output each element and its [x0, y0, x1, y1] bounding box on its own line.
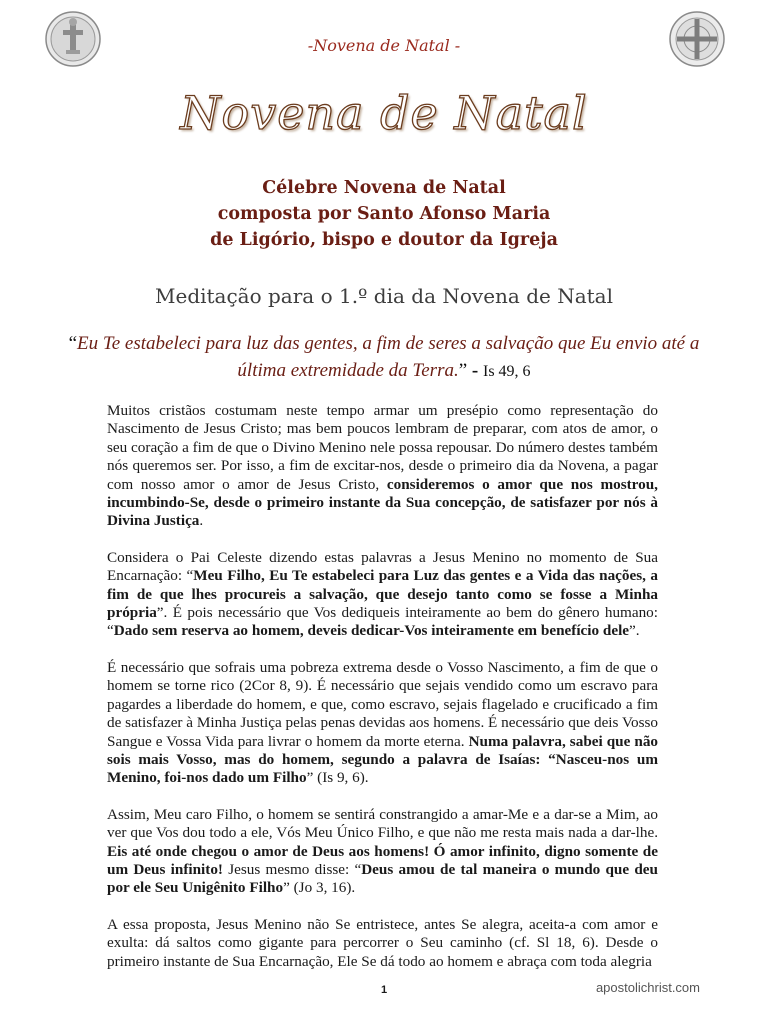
quote-open-mark: “	[68, 333, 78, 354]
quote-reference: Is 49, 6	[483, 363, 531, 380]
body-paragraph	[107, 659, 658, 788]
subtitle-line: de Ligório, bispo e doutor da Igreja	[210, 230, 558, 250]
emphasized-text: Meu Filho, Eu Te estabeleci para Luz das gentes e a Vida das nações, a fim de que lhes procureis a salvação, que desejo tanto como se fosse a Minha própria	[107, 567, 658, 622]
emphasized-text: Dado sem reserva ao homem, deveis dedicar-Vos inteiramente em benefício dele	[113, 622, 630, 640]
emphasized-text: Eis até onde chegou o amor de Deus aos homens! Ó amor infinito, digno somente de um Deus infinito!	[107, 842, 658, 878]
document-title: Novena de Natal	[180, 86, 588, 140]
body-paragraph	[107, 402, 658, 531]
emphasized-text: Numa palavra, sabei que não sois mais Vosso, mas do homem, segundo a palavra de Isaías: “Nasceu-nos um Menino, foi-nos dado um Filho	[107, 732, 659, 787]
section-heading: Meditação para o 1.º dia da Novena de Natal	[155, 284, 613, 308]
paragraph-text: Jesus mesmo disse: “	[222, 860, 362, 878]
paragraph-text: ”.	[629, 622, 640, 640]
emphasized-text: Deus amou de tal maneira o mundo que deu por ele Seu Unigênito Filho	[107, 860, 658, 897]
paragraph-text: ” (Jo 3, 16).	[283, 879, 356, 897]
quote-close-mark: ”	[458, 360, 468, 381]
epigraph-quote	[60, 330, 708, 385]
paragraph-text: ” (Is 9, 6).	[306, 769, 369, 787]
paragraph-text: Muitos cristãos costumam neste tempo armar um presépio como representação do Nascimento de Jesus Cristo; mas bem poucos lembram de preparar, com atos de amor, o seu coração a fim de que o Divino Menino nele possa repousar. Do número destes também nós queremos ser. Por isso, a fim de excitar-nos, desde o primeiro dia da Novena, a pagar com nosso amor o amor de Jesus Cristo,	[107, 402, 658, 493]
body-paragraph	[107, 549, 658, 641]
paragraph-text: É necessário que sofrais uma pobreza extrema desde o Vosso Nascimento, a fim de que o homem se torne rico (2Cor 8, 9). É necessário que sejais vendido como um escravo para pagardes a liberdade do homem, e que, como escravo, sejais flagelado e crucificado a fim de satisfazer à Minha Justiça pelas penas devidas aos homens. É necessário que deis Vosso Sangue e Vossa Vida para livrar o homem da morte eterna.	[107, 658, 658, 750]
paragraph-text: Considera o Pai Celeste dizendo estas palavras a Jesus Menino no momento de Sua Encarnação: “	[107, 548, 658, 585]
body-paragraph	[107, 806, 658, 898]
subtitle-line: composta por Santo Afonso Maria	[217, 204, 551, 224]
running-head: -Novena de Natal -	[307, 36, 461, 55]
subtitle-line: Célebre Novena de Natal	[262, 178, 506, 198]
quote-text: Eu Te estabeleci para luz das gentes, a fim de seres a salvação que Eu envio até a última extremidade da Terra.	[77, 333, 700, 381]
paragraph-text: A essa proposta, Jesus Menino não Se entristece, antes Se alegra, aceita-a com amor e exulta: dá saltos como gigante para percorrer o Seu caminho (cf. Sl 18, 6). Desde o primeiro instante de Sua Encarnação, Ele Se dá todo ao homem e abraça com toda alegria	[107, 915, 658, 970]
quote-dash: -	[467, 360, 483, 381]
subtitle	[0, 175, 768, 253]
paragraph-text: .	[199, 512, 204, 530]
emphasized-text: consideremos o amor que nos mostrou, incumbindo-Se, desde o primeiro instante da Sua concepção, de satisfazer por nós à Divina Justiça	[107, 475, 658, 530]
body-paragraph	[107, 916, 658, 971]
paragraph-text: ”. É pois necessário que Vos dediqueis inteiramente ao bem do gênero humano: “	[107, 604, 658, 640]
page-number: 1	[380, 984, 388, 996]
site-url: apostolichrist.com	[595, 980, 700, 995]
body-text	[107, 402, 658, 989]
paragraph-text: Assim, Meu caro Filho, o homem se sentirá constrangido a amar-Me e a dar-se a Mim, ao ver que Vos dou todo a ele, Vós Meu Único Filho, e que não me resta mais nada a dar-lhe.	[107, 805, 658, 842]
